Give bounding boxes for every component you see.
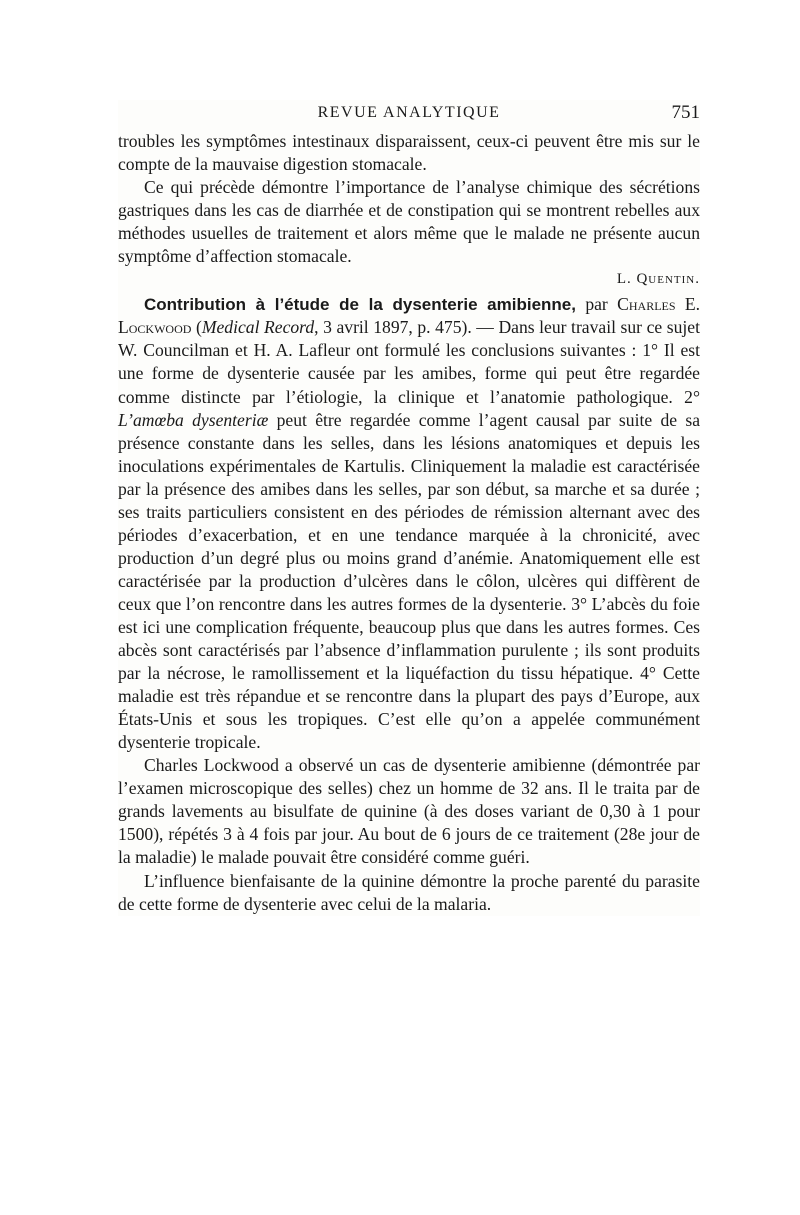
article-text-2: peut être regardée comme l’agent causal par suite de sa présence constante dans les selles, dans les lésions anatomiques et depuis les inoculations expérimentales de Kartulis. Cliniquement la maladie est caractérisée par la présence des amibes dans les selles, par son début, sa marche et sa durée ; ses traits particuliers consistent en des périodes de rémission alternant avec des périodes d’exacerbation, et en une tendance marquée à la chronicité, avec production d’un degré plus ou moins grand d’anémie. Anatomiquement elle est caractérisée par la production d’ulcères dans le côlon, ulcères qui diffèrent de ceux que l’on rencontre dans les autres formes de la dysenterie. 3° L’abcès du foie est ici une complication fréquente, beaucoup plus que dans les autres formes. Ces abcès sont caractérisés par l’absence d’inflammation purulente ; ils sont produits par la nécrose, le ramollissement et la liquéfaction du tissu hépatique. 4° Cette maladie est très répandue et se rencontre dans la plupart des pays d’Europe, aux États-Unis et sous les tropiques. C’est elle qu’on a appelée communément dysenterie tropicale. — [118, 409, 700, 753]
article-species-name: L’amœba dysenteriæ — [118, 409, 269, 430]
article-text-1: Dans leur travail sur ce sujet W. Councilman et H. A. Lafleur ont formulé les conclusions suivantes : 1° Il est une forme de dysenterie causée par les amibes, forme qui peut être regardée comme distincte par l’étiologie, la clinique et l’anatomie pathologique. 2° — [118, 317, 700, 407]
article-source-open: ( — [191, 317, 202, 338]
previous-article-paragraph-1: troubles les symptômes intestinaux disparaissent, ceux-ci peuvent être mis sur le compte de la mauvaise digestion stomacale. — [118, 131, 700, 175]
article-paragraph-2: Charles Lockwood a observé un cas de dysenterie amibienne (démontrée par l’examen microscopique des selles) chez un homme de 32 ans. Il le traita par de grands lavements au bisulfate de quinine (à des doses variant de 0,30 à 1 pour 1500), répétés 3 à 4 fois par jour. Au bout de 6 jours de ce traitement (28e jour de la maladie) le malade pouvait être considéré comme guéri. — [118, 755, 700, 868]
article-title: Contribution à l’étude de la dysenterie amibienne, — [144, 295, 576, 315]
body-text — [118, 130, 700, 916]
previous-article-paragraph-2: Ce qui précède démontre l’importance de l’analyse chimique des sécrétions gastriques dans les cas de diarrhée et de constipation qui se montrent rebelles aux méthodes usuelles de traitement et alors même que le malade ne présente aucun symptôme d’affection stomacale. — [118, 177, 700, 267]
article-author: Charles E. Lockwood — [118, 294, 701, 338]
article-citation: , 3 avril 1897, p. 475). — — [314, 317, 499, 338]
page-number: 751 — [671, 102, 700, 123]
article-by: par — [576, 294, 618, 315]
running-head — [118, 100, 700, 130]
article-paragraph-3: L’influence bienfaisante de la quinine démontre la proche parenté du parasite de cette forme de dysenterie avec celui de la malaria. — [118, 870, 700, 914]
running-title: REVUE ANALYTIQUE — [317, 104, 501, 121]
signature-text: L. Quentin. — [616, 271, 700, 288]
author-signature — [118, 268, 700, 291]
article-paragraph-1 — [118, 293, 700, 754]
article-journal: Medical Record — [201, 317, 315, 338]
journal-page — [118, 100, 700, 916]
